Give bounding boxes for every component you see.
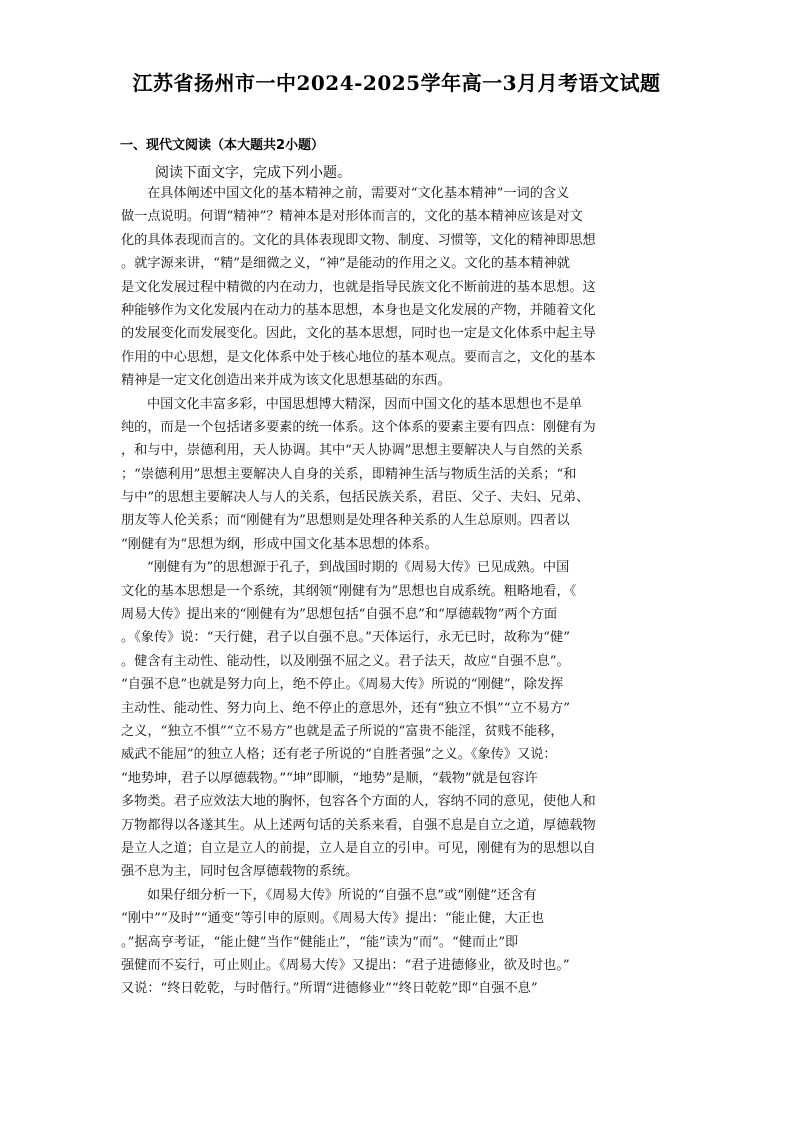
passage-line: 之义，“独立不惧”“立不易方”也就是孟子所说的“富贵不能淫，贫贱不能移， xyxy=(121,723,564,739)
passage-line: 与中”的思想主要解决人与人的关系，包括民族关系，君臣、父子、夫妇、兄弟、 xyxy=(121,490,590,506)
passage-line: 威武不能屈”的独立人格；还有老子所说的“自胜者强”之义。《象传》又说： xyxy=(121,747,557,763)
passage-line: 是文化发展过程中精微的内在动力，也就是指导民族文化不断前进的基本思想。这 xyxy=(121,279,596,295)
passage-line: 在具体阐述中国文化的基本精神之前，需要对“文化基本精神”一词的含义 xyxy=(147,186,570,201)
passage-line: 文化的基本思想是一个系统，其纲领“刚健有为”思想也自成系统。粗略地看，《 xyxy=(121,583,577,599)
passage-line: 。就字源来讲，“精”是细微之义，“神”是能动的作用之义。文化的基本精神就 xyxy=(121,256,570,272)
passage-line: 种能够作为文化发展内在动力的基本思想，本身也是文化发展的产物，并随着文化 xyxy=(121,302,596,318)
passage-line: “刚健有为”思想为纲，形成中国文化基本思想的体系。 xyxy=(121,536,438,552)
passage-line: 如果仔细分析一下，《周易大传》所说的“自强不息”或“刚健”还含有 xyxy=(147,887,537,903)
passage-line: 。健含有主动性、能动性，以及刚强不屈之义。君子法天，故应“自强不息”。 xyxy=(121,653,570,669)
reading-instruction: 阅读下面文字，完成下列小题。 xyxy=(155,165,351,181)
passage-line: “地势坤，君子以厚德载物。”“坤”即顺，“地势”是顺，“载物”就是包容许 xyxy=(121,770,538,786)
passage-line: 主动性、能动性、努力向上、绝不停止的意思外，还有“独立不惧”“立不易方” xyxy=(121,700,570,716)
passage-line: 又说：“终日乾乾，与时偕行。”所谓“进德修业”“终日乾乾”即“自强不息” xyxy=(121,981,538,997)
passage-line: 强不息为主，同时包含厚德载物的系统。 xyxy=(121,864,359,880)
page-title: 江苏省扬州市一中2024-2025学年高一3月月考语文试题 xyxy=(132,71,661,95)
passage-line: 多物类。君子应效法大地的胸怀，包容各个方面的人，容纳不同的意见，使他人和 xyxy=(121,794,596,810)
passage-body xyxy=(121,182,681,1001)
section-heading: 一、现代文阅读（本大题共2小题） xyxy=(120,138,325,153)
passage-line: 作用的中心思想，是文化体系中处于核心地位的基本观点。要而言之，文化的基本 xyxy=(121,349,596,365)
passage-line: 化的具体表现而言的。文化的具体表现即文物、制度、习惯等，文化的精神即思想 xyxy=(121,232,596,248)
passage-line: 做一点说明。何谓“精神”？精神本是对形体而言的，文化的基本精神应该是对文 xyxy=(121,209,583,225)
passage-line: 周易大传》提出来的“刚健有为”思想包括“自强不息”和“厚德载物”两个方面 xyxy=(121,607,558,623)
passage-line: 精神是一定文化创造出来并成为该文化思想基础的东西。 xyxy=(121,373,451,389)
passage-line: 万物都得以各遂其生。从上述两句话的关系来看，自强不息是自立之道，厚德载物 xyxy=(121,817,596,833)
passage-line: “刚健有为”的思想源于孔子，到战国时期的《周易大传》已见成熟。中国 xyxy=(147,560,570,576)
passage-line: 朋友等人伦关系；而“刚健有为”思想则是处理各种关系的人生总原则。四者以 xyxy=(121,513,570,529)
passage-line: 。《象传》说：“天行健，君子以自强不息。”天体运行，永无已时，故称为“健” xyxy=(121,630,570,646)
passage-line: 的发展变化而发展变化。因此，文化的基本思想，同时也一定是文化体系中起主导 xyxy=(121,326,596,342)
passage-line: 中国文化丰富多彩，中国思想博大精深，因而中国文化的基本思想也不是单 xyxy=(147,396,583,412)
passage-line: 强健而不妄行，可止则止。《周易大传》又提出：“君子进德修业，欲及时也。” xyxy=(121,957,570,973)
passage-line: 。”据高亨考证，“能止健”当作“健能止”，“能”读为“而”。“健而止”即 xyxy=(121,934,519,950)
passage-line: 是立人之道；自立是立人的前提，立人是自立的引申。可见，刚健有为的思想以自 xyxy=(121,840,596,856)
passage-line: “自强不息”也就是努力向上，绝不停止。《周易大传》所说的“刚健”，除发挥 xyxy=(121,677,564,693)
passage-line: “刚中”“及时”“通变”等引申的原则。《周易大传》提出：“能止健，大正也 xyxy=(121,911,545,927)
passage-line: 纯的，而是一个包括诸多要素的统一体系。这个体系的要素主要有四点：刚健有为 xyxy=(121,419,596,435)
passage-line: ；“崇德利用”思想主要解决人自身的关系，即精神生活与物质生活的关系；“和 xyxy=(121,466,577,482)
passage-line: ，和与中，崇德利用，天人协调。其中“天人协调”思想主要解决人与自然的关系 xyxy=(121,443,583,459)
